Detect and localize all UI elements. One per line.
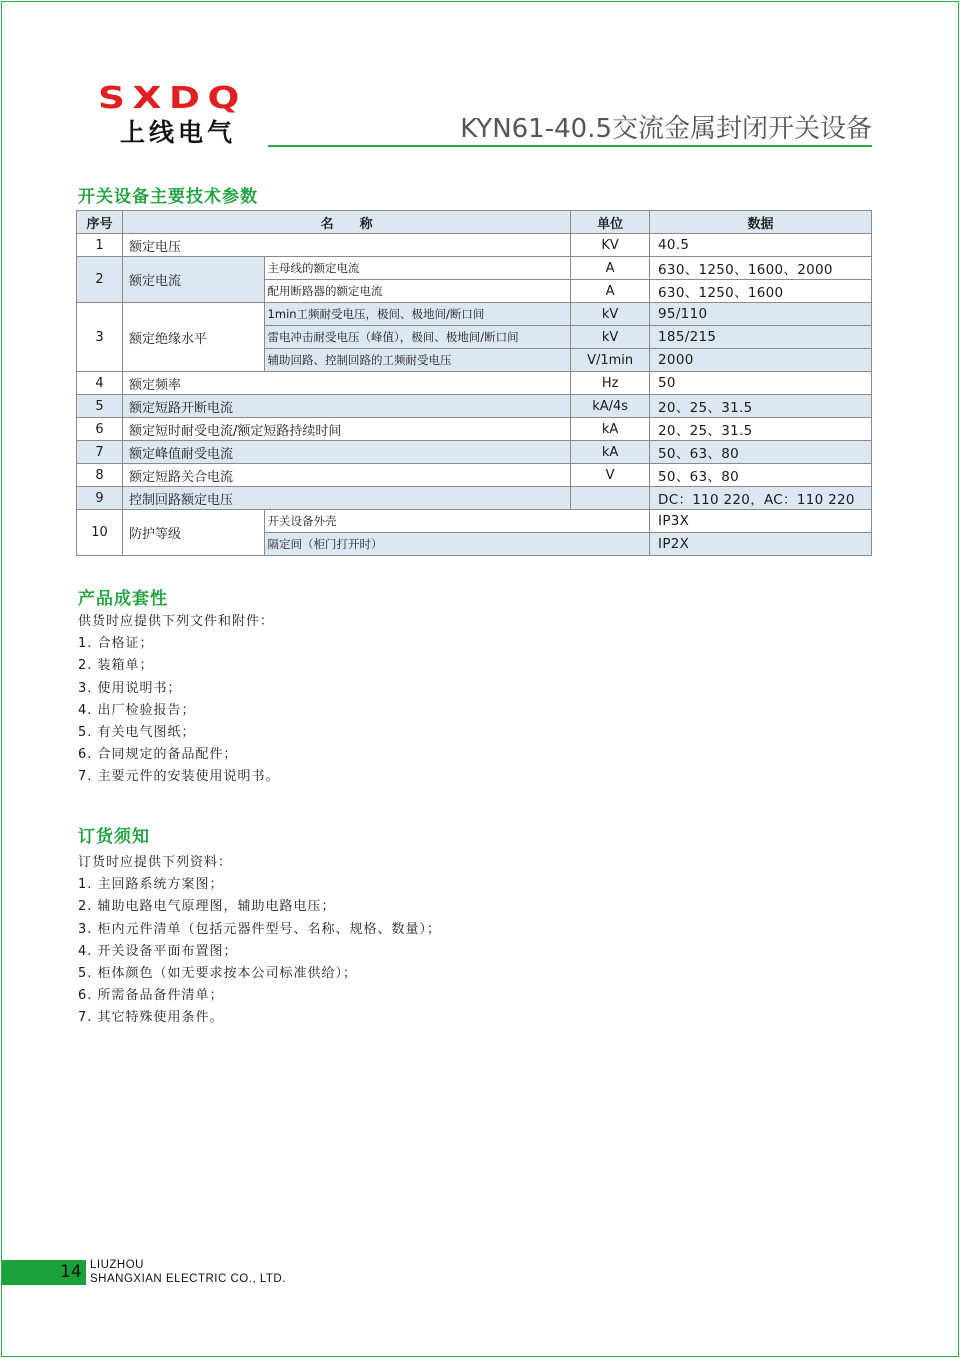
- list-item: 6. 所需备品备件清单；: [78, 988, 224, 1004]
- row-no: 6: [77, 418, 123, 441]
- row-unit: [571, 487, 650, 510]
- row-no: 10: [77, 510, 123, 556]
- row-data: IP3X: [650, 510, 872, 533]
- footer-line2: SHANGXIAN ELECTRIC CO., LTD.: [90, 1273, 286, 1285]
- row-name: 额定峰值耐受电流: [122, 441, 570, 464]
- table-row: [77, 418, 872, 441]
- row-no: 7: [77, 441, 123, 464]
- list-item: 5. 柜体颜色（如无要求按本公司标准供给）；: [78, 966, 358, 982]
- row-data: 20、25、31.5: [650, 418, 872, 441]
- list-item: 3. 使用说明书；: [78, 680, 182, 696]
- row-no: 8: [77, 464, 123, 487]
- section-title-kit: 产品成套性: [78, 589, 168, 609]
- row-no: 2: [77, 257, 123, 303]
- spec-table: [76, 210, 872, 556]
- table-row: [77, 441, 872, 464]
- row-name: 额定电压: [122, 234, 570, 257]
- table-row: [77, 303, 872, 326]
- row-unit: A: [571, 280, 650, 303]
- table-row: [77, 510, 872, 533]
- list-item: 4. 出厂检验报告；: [78, 702, 196, 718]
- row-no: 5: [77, 395, 123, 418]
- row-no: 1: [77, 234, 123, 257]
- list-item: 2. 装箱单；: [78, 658, 154, 674]
- table-row: [77, 487, 872, 510]
- section-title-order: 订货须知: [78, 827, 150, 847]
- kit-intro: 供货时应提供下列文件和附件：: [78, 614, 275, 629]
- row-data: 185/215: [650, 326, 872, 349]
- row-no: 9: [77, 487, 123, 510]
- row-no: 3: [77, 303, 123, 372]
- row-unit: Hz: [571, 372, 650, 395]
- row-subname: 隔定间（柜门打开时）: [264, 533, 650, 556]
- row-data: 40.5: [650, 234, 872, 257]
- list-item: 3. 柜内元件清单（包括元器件型号、名称、规格、数量）；: [78, 921, 442, 937]
- row-data: IP2X: [650, 533, 872, 556]
- header-unit: 单位: [571, 211, 650, 234]
- kit-list: [78, 611, 280, 789]
- order-list: [78, 852, 441, 1030]
- list-item: 5. 有关电气图纸；: [78, 725, 196, 741]
- row-name: 额定短路开断电流: [122, 395, 570, 418]
- row-subname: 雷电冲击耐受电压（峰值），极间、极地间/断口间: [264, 326, 571, 349]
- logo-cn-text: 上线电气: [120, 118, 237, 147]
- row-data: 50: [650, 372, 872, 395]
- list-item: 1. 合格证；: [78, 636, 154, 652]
- row-subname: 开关设备外壳: [264, 510, 650, 533]
- footer-company: [90, 1258, 286, 1286]
- row-data: DC：110 220，AC：110 220: [650, 487, 872, 510]
- row-data: 630、1250、1600、2000: [650, 257, 872, 280]
- page-number: 14: [60, 1262, 82, 1282]
- order-intro: 订货时应提供下列资料：: [78, 855, 233, 870]
- company-logo: [98, 81, 260, 148]
- table-row: [77, 372, 872, 395]
- row-unit: V/1min: [571, 349, 650, 372]
- row-name: 防护等级: [122, 510, 264, 556]
- row-name: 额定绝缘水平: [122, 303, 264, 372]
- list-item: 4. 开关设备平面布置图；: [78, 943, 238, 959]
- table-row: [77, 395, 872, 418]
- logo-en-text: SXDQ: [98, 81, 247, 116]
- row-unit: kV: [571, 303, 650, 326]
- row-name: 额定短时耐受电流/额定短路持续时间: [122, 418, 570, 441]
- row-name: 控制回路额定电压: [122, 487, 570, 510]
- header-data: 数据: [650, 211, 872, 234]
- row-unit: kA: [571, 418, 650, 441]
- row-unit: kA/4s: [571, 395, 650, 418]
- list-item: 7. 其它特殊使用条件。: [78, 1010, 224, 1026]
- row-data: 50、63、80: [650, 464, 872, 487]
- row-data: 50、63、80: [650, 441, 872, 464]
- row-data: 630、1250、1600: [650, 280, 872, 303]
- table-row: [77, 234, 872, 257]
- row-unit: A: [571, 257, 650, 280]
- list-item: 6. 合同规定的备品配件；: [78, 747, 238, 763]
- row-data: 20、25、31.5: [650, 395, 872, 418]
- row-name: 额定电流: [122, 257, 264, 303]
- header-no: 序号: [77, 211, 123, 234]
- row-subname: 配用断路器的额定电流: [264, 280, 571, 303]
- row-unit: kV: [571, 326, 650, 349]
- row-subname: 主母线的额定电流: [264, 257, 571, 280]
- row-subname: 1min工频耐受电压，极间、极地间/断口间: [264, 303, 571, 326]
- table-row: [77, 257, 872, 280]
- row-subname: 辅助回路、控制回路的工频耐受电压: [264, 349, 571, 372]
- row-name: 额定短路关合电流: [122, 464, 570, 487]
- list-item: 1. 主回路系统方案图；: [78, 877, 224, 893]
- list-item: 2. 辅助电路电气原理图，辅助电路电压；: [78, 899, 336, 915]
- table-header-row: [77, 211, 872, 234]
- table-row: [77, 464, 872, 487]
- section-title-params: 开关设备主要技术参数: [78, 187, 258, 207]
- header-divider: [268, 145, 872, 147]
- row-unit: KV: [571, 234, 650, 257]
- document-title: KYN61-40.5交流金属封闭开关设备: [460, 114, 872, 144]
- row-no: 4: [77, 372, 123, 395]
- list-item: 7. 主要元件的安装使用说明书。: [78, 769, 280, 785]
- row-data: 2000: [650, 349, 872, 372]
- row-unit: kA: [571, 441, 650, 464]
- row-data: 95/110: [650, 303, 872, 326]
- row-unit: V: [571, 464, 650, 487]
- footer-line1: LIUZHOU: [90, 1259, 144, 1271]
- header-name: 名 称: [122, 211, 570, 234]
- row-name: 额定频率: [122, 372, 570, 395]
